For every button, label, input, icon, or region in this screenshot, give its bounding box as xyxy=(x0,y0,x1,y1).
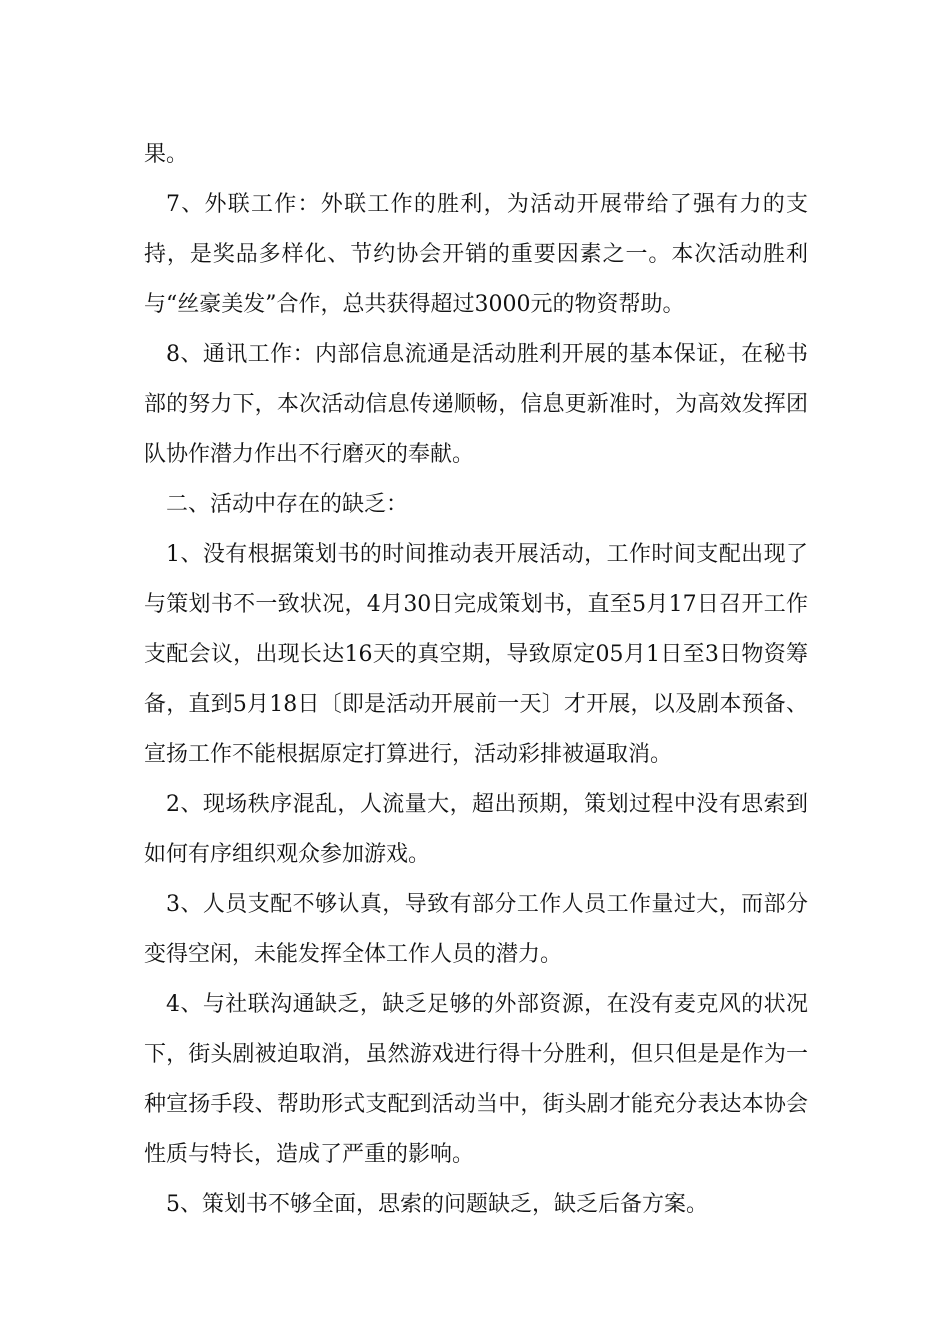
paragraph-item-8: 8、通讯工作：内部信息流通是活动胜利开展的基本保证，在秘书部的努力下，本次活动信息传递顺畅，信息更新准时，为高效发挥团队协作潜力作出不行磨灭的奉献。 xyxy=(144,342,808,467)
section-heading-shortcomings: 二、活动中存在的缺乏： xyxy=(166,492,409,517)
paragraph-continuation: 果。 xyxy=(144,142,189,167)
paragraph-shortcoming-1: 1、没有根据策划书的时间推动表开展活动，工作时间支配出现了与策划书不一致状况，4月30日完成策划书，直至5月17日召开工作支配会议，出现长达16天的真空期，导致原定05月1日至3日物资筹备，直到5月18日〔即是活动开展前一天〕才开展，以及剧本预备、宣扬工作不能根据原定打算进行，活动彩排被逼取消。 xyxy=(144,542,808,767)
paragraph-shortcoming-2: 2、现场秩序混乱，人流量大，超出预期，策划过程中没有思索到如何有序组织观众参加游戏。 xyxy=(144,792,808,867)
paragraph-item-7: 7、外联工作：外联工作的胜利，为活动开展带给了强有力的支持，是奖品多样化、节约协会开销的重要因素之一。本次活动胜利与“丝豪美发”合作，总共获得超过3000元的物资帮助。 xyxy=(144,192,808,317)
paragraph-shortcoming-5: 5、策划书不够全面，思索的问题缺乏，缺乏后备方案。 xyxy=(166,1192,708,1217)
document-body xyxy=(144,130,808,1230)
paragraph-shortcoming-4: 4、与社联沟通缺乏，缺乏足够的外部资源，在没有麦克风的状况下，街头剧被迫取消，虽然游戏进行得十分胜利，但只但是是作为一种宣扬手段、帮助形式支配到活动当中，街头剧才能充分表达本协会性质与特长，造成了严重的影响。 xyxy=(144,992,808,1167)
paragraph-shortcoming-3: 3、人员支配不够认真，导致有部分工作人员工作量过大，而部分变得空闲，未能发挥全体工作人员的潜力。 xyxy=(144,892,808,967)
